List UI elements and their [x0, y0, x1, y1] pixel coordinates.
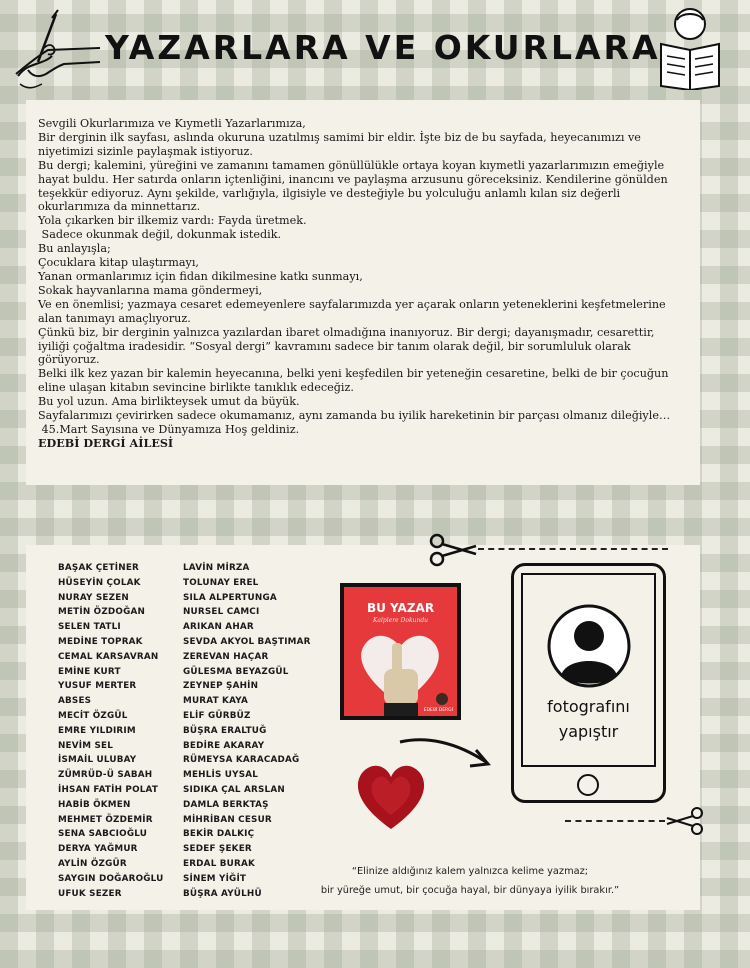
scissors-icon — [665, 806, 705, 836]
author-name: YUSUF MERTER — [58, 681, 137, 692]
authors-column-1 — [58, 561, 164, 901]
cut-line — [478, 548, 668, 550]
letter-paragraph: Sokak hayvanlarına mama göndermeyi, — [38, 283, 263, 297]
author-name: NURSEL CAMCI — [183, 607, 260, 618]
closing-quote — [300, 862, 640, 900]
authors-column-2 — [183, 561, 311, 901]
author-name: ELİF GÜRBÜZ — [183, 710, 251, 721]
avatar-icon — [547, 604, 631, 688]
letter-paragraph: Sadece okunmak değil, dokunmak istedik. — [38, 228, 282, 242]
book-cover — [344, 587, 457, 716]
author-name: MECİT ÖZGÜL — [58, 710, 128, 721]
author-name: ZÜMRÜD-Ü SABAH — [58, 770, 153, 781]
author-name: SAYGIN DOĞAROĞLU — [58, 873, 164, 884]
author-name: HÜSEYİN ÇOLAK — [58, 577, 141, 588]
author-name: ZEREVAN HAÇAR — [183, 651, 269, 662]
author-name: HABİB ÖKMEN — [58, 799, 131, 810]
letter-paragraph: Yanan ormanlarımız için fidan dikilmesine katkı sunmayı, — [38, 269, 363, 283]
author-name: SILA ALPERTUNGA — [183, 592, 277, 603]
author-name: MİHRİBAN CESUR — [183, 814, 272, 825]
author-name: TOLUNAY EREL — [183, 577, 259, 588]
author-name: SIDIKA ÇAL ARSLAN — [183, 784, 285, 795]
letter-paragraph: Sayfalarımızı çevirirken sadece okumamanız, aynı zamanda bu iyilik hareketinin bir parçası olmanız dileğiyle… — [38, 409, 671, 423]
author-name: EMİNE KURT — [58, 666, 121, 677]
letter-paragraph: Bu yol uzun. Ama birlikteysek umut da büyük. — [38, 395, 300, 409]
author-name: MEDİNE TOPRAK — [58, 636, 143, 647]
author-name: EMRE YILDIRIM — [58, 725, 136, 736]
author-name: BÜŞRA AYÜLHÜ — [183, 888, 262, 899]
author-name: GÜLESMA BEYAZGÜL — [183, 666, 289, 677]
wax-heart-icon — [350, 755, 432, 833]
author-name: BEDİRE AKARAY — [183, 740, 265, 751]
author-name: SELEN TATLI — [58, 622, 121, 633]
phone-home-button — [577, 774, 599, 796]
quote-line: “Elinize aldığınız kalem yalnızca kelime yazmaz; — [351, 866, 589, 877]
author-name: RÜMEYSA KARACADAĞ — [183, 755, 300, 766]
editorial-letter — [38, 117, 688, 451]
author-name: ARIKAN AHAR — [183, 622, 254, 633]
author-name: SEDEF ŞEKER — [183, 844, 252, 855]
author-name: UFUK SEZER — [58, 888, 122, 899]
author-name: ERDAL BURAK — [183, 858, 256, 869]
author-name: SENA SABCIOĞLU — [58, 829, 148, 840]
letter-paragraph: Sevgili Okurlarımıza ve Kıymetli Yazarlarımıza, — [38, 117, 306, 130]
letter-paragraph: Yola çıkarken bir ilkemiz vardı: Fayda üretmek. — [38, 214, 307, 228]
letter-signature: EDEBİ DERGİ AİLESİ — [38, 435, 174, 450]
author-name: İHSAN FATİH POLAT — [58, 784, 159, 795]
quote-line: bir yüreğe umut, bir çocuğa hayal, bir dünyaya iyilik bırakır.” — [320, 885, 620, 896]
author-name: DAMLA BERKTAŞ — [183, 799, 269, 810]
author-name: BAŞAK ÇETİNER — [58, 563, 140, 573]
letter-paragraph: 45.Mart Sayısına ve Dünyamıza Hoş geldiniz. — [38, 422, 300, 436]
author-name: CEMAL KARSAVRAN — [58, 651, 159, 662]
book-subtitle: Kalplere Dokundu — [372, 617, 429, 624]
letter-paragraph: Çünkü biz, bir derginin yalnızca yazılardan ibaret olmadığına inanıyoruz. Bir dergi; dayanışmadır, cesarettir, iyiliği çoğaltma iradesidir. “Sosyal dergi” kavramını sadece bir tanım olarak değil, bir sorumluluk olarak görüyoruz. — [38, 325, 655, 367]
letter-paragraph: Bu anlayışla; — [38, 242, 111, 256]
book-title: BU YAZAR — [366, 601, 435, 615]
author-name: BEKİR DALKIÇ — [183, 829, 255, 840]
author-name: MEHMET ÖZDEMİR — [58, 814, 153, 825]
author-name: METİN ÖZDOĞAN — [58, 607, 146, 618]
author-name: DERYA YAĞMUR — [58, 844, 138, 855]
author-name: ZEYNEP ŞAHİN — [183, 681, 259, 692]
author-name: NURAY SEZEN — [58, 592, 129, 603]
cut-line — [565, 820, 665, 822]
author-name: AYLİN ÖZGÜR — [58, 858, 127, 869]
author-name: SİNEM YİĞİT — [183, 873, 247, 884]
author-name: BÜŞRA ERALTUĞ — [183, 725, 267, 736]
photo-caption: fotografını — [547, 697, 630, 716]
letter-paragraph: Bir derginin ilk sayfası, aslında okuruna uzatılmış samimi bir eldir. İşte biz de bu sayfada, heyecanımızı ve niyetimizi sizinle paylaşmak istiyoruz. — [38, 130, 641, 158]
hand-writing-icon — [8, 4, 104, 94]
author-name: ABSES — [58, 696, 92, 707]
letter-paragraph: Bu dergi; kalemini, yüreğini ve zamanını tamamen gönüllülükle ortaya koyan kıymetli yazarlarımızın emeğiyle hayat buldu. Her satırda onların içtenliğini, inancını ve paylaşma arzusunu göreceksiniz. Kendilerine gönülden teşekkür ediyoruz. Aynı şekilde, varlığıyla, ilgisiyle ve desteğiyle bu yolculuğu anlamlı kılan siz değerli okurlarımıza da minnettarız. — [38, 158, 668, 214]
author-name: LAVİN MİRZA — [183, 563, 250, 573]
letter-paragraph: Belki ilk kez yazan bir kalemin heyecanına, belki yeni keşfedilen bir yeteneğin cesaretine, belki de bir çocuğun eline ulaşan kitabın sevincine birlikte tanıklık edeceğiz. — [38, 367, 669, 395]
page-title: YAZARLARA VE OKURLARA — [105, 28, 661, 67]
book-cover-image — [340, 583, 461, 720]
book-footer: EDEBİ DERGİ — [423, 708, 453, 713]
author-name: İSMAİL ULUBAY — [58, 755, 137, 766]
letter-paragraph: Ve en önemlisi; yazmaya cesaret edemeyenlere sayfalarımızda yer açarak onların yeteneklerini keşfetmelerine alan tanımayı amaçlıyoruz. — [38, 297, 666, 325]
heart-hand-icon — [344, 587, 457, 716]
author-name: SEVDA AKYOL BAŞTIMAR — [183, 636, 311, 647]
author-name: MURAT KAYA — [183, 696, 248, 707]
author-name: NEVİM SEL — [58, 740, 114, 751]
scissors-icon — [428, 532, 478, 568]
letter-paragraph: Çocuklara kitap ulaştırmayı, — [38, 256, 199, 270]
reader-book-icon — [655, 4, 725, 90]
photo-caption: yapıştır — [558, 722, 619, 741]
author-name: MEHLİS UYSAL — [183, 770, 259, 781]
